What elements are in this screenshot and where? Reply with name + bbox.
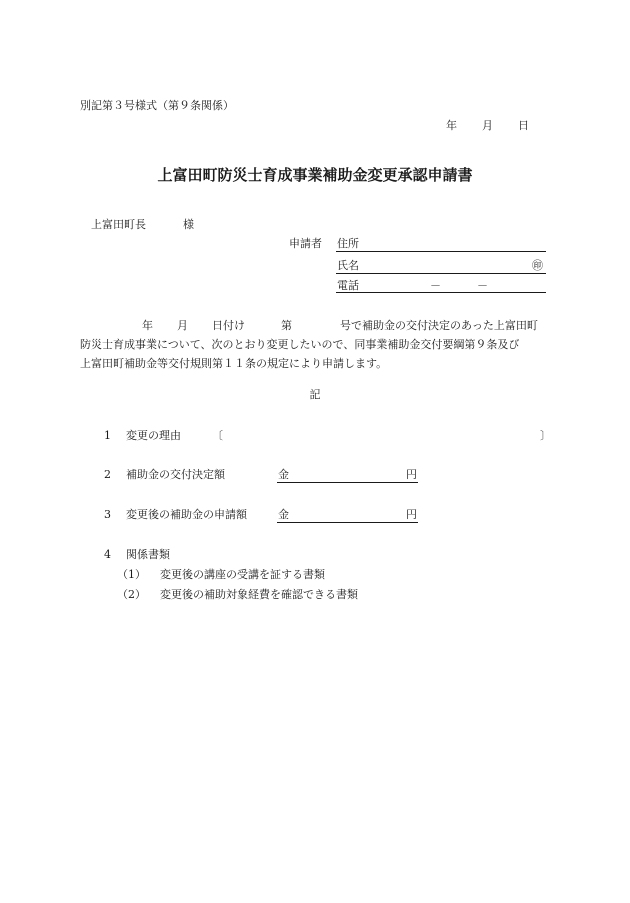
item-1-close-bracket: 〕	[540, 429, 551, 442]
body-line1-rest: 号で補助金の交付決定のあった上富田町	[340, 319, 538, 332]
item-3-number: 3	[104, 508, 111, 521]
body-line-2: 防災士育成事業について、次のとおり変更したいので、同事業補助金交付要綱第９条及び	[80, 338, 520, 351]
seal-mark: ㊞	[532, 259, 543, 272]
phone-dash-1: －	[430, 279, 441, 292]
doc-1-number: （1）	[117, 568, 146, 581]
item-4-number: 4	[104, 548, 111, 561]
body-line-3: 上富田町補助金等交付規則第１１条の規定により申請します。	[80, 357, 388, 370]
item-2-number: 2	[104, 468, 111, 481]
item-1-number: 1	[104, 429, 111, 442]
addressee-name: 上富田町長	[91, 218, 146, 231]
item-3-prefix: 金	[278, 508, 289, 521]
address-underline	[336, 251, 546, 252]
name-label: 氏名	[337, 259, 359, 272]
item-2-underline	[277, 482, 418, 483]
name-underline	[336, 273, 546, 274]
item-3-label: 変更後の補助金の申請額	[126, 508, 247, 521]
body-paragraph	[80, 316, 560, 373]
item-2-suffix: 円	[406, 468, 417, 481]
phone-label: 電話	[337, 279, 359, 292]
doc-1-text: 変更後の講座の受講を証する書類	[160, 568, 325, 581]
address-label: 住所	[337, 237, 359, 250]
body-month: 月	[177, 319, 188, 332]
body-number-prefix: 第	[281, 319, 292, 332]
doc-2-text: 変更後の補助対象経費を確認できる書類	[160, 588, 358, 601]
addressee-honorific: 様	[183, 218, 194, 231]
document-title: 上富田町防災士育成事業補助金変更承認申請書	[157, 166, 473, 184]
item-3-underline	[277, 522, 418, 523]
item-3-suffix: 円	[406, 508, 417, 521]
body-year: 年	[142, 319, 153, 332]
form-number: 別記第３号様式（第９条関係）	[80, 99, 234, 112]
applicant-label: 申請者	[289, 237, 322, 250]
item-1-label: 変更の理由	[126, 429, 181, 442]
ki-heading: 記	[309, 388, 321, 401]
date-year: 年	[446, 119, 457, 132]
phone-underline	[336, 292, 546, 293]
item-1-open-bracket: 〔	[212, 429, 223, 442]
phone-dash-2: －	[477, 279, 488, 292]
item-2-label: 補助金の交付決定額	[126, 468, 225, 481]
body-dated: 日付け	[212, 319, 245, 332]
item-2-prefix: 金	[278, 468, 289, 481]
doc-2-number: （2）	[117, 588, 146, 601]
date-month: 月	[482, 119, 493, 132]
date-day: 日	[518, 119, 529, 132]
body-line-1	[80, 316, 560, 335]
item-4-label: 関係書類	[126, 548, 170, 561]
